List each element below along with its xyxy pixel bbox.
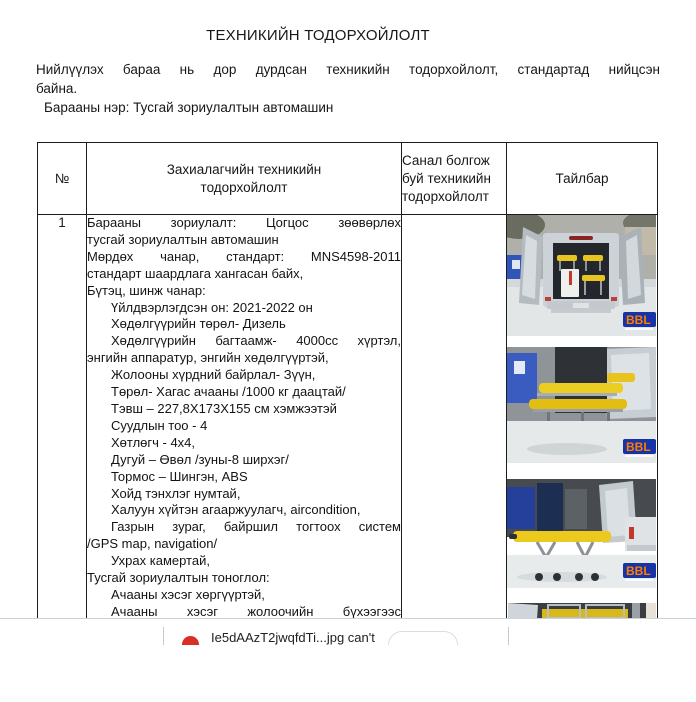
spec-line: Хөдөлгүүрийн төрөл- Дизель xyxy=(111,316,286,332)
spec-line: Тормос – Шингэн, ABS xyxy=(111,468,248,484)
col-header-num: № xyxy=(38,143,87,215)
photo-stretchers-closeup xyxy=(507,347,656,463)
photo-van-rear-doors-open xyxy=(507,215,656,336)
intro-line-1: Нийлүүлэх бараа нь дор дурдсан техникийн тодорхойлолт, стандартад нийцсэн xyxy=(36,62,660,77)
customer-spec-cell xyxy=(87,215,402,619)
spec-line: Ухрах камертай, xyxy=(111,553,210,569)
col-header-notes: Тайлбар xyxy=(507,143,658,215)
photo-cargo-interior-partial xyxy=(508,603,657,618)
spec-line: Тэвш – 227,8Х173Х155 см хэмжээтэй xyxy=(111,400,337,416)
spec-line: Хойд тэнхлэг нумтай, xyxy=(111,485,241,501)
spec-line: Төрөл- Хагас ачааны /1000 кг даацтай/ xyxy=(111,384,346,400)
spec-line: Дугуй – Өвөл /зуны-8 ширхэг/ xyxy=(111,451,289,467)
download-toast xyxy=(0,619,696,645)
col-header-offered-spec: Санал болгож буй техникийн тодорхойлолт xyxy=(402,143,507,215)
spec-line: Халуун хүйтэн агааржуулагч, aircondition, xyxy=(111,502,361,518)
spec-line: Бүтэц, шинж чанар: xyxy=(87,282,206,298)
col-header-customer-spec xyxy=(87,143,402,215)
svg-text:BBL: BBL xyxy=(626,313,651,327)
spec-line: Жолооны хүрдний байрлал- Зүүн, xyxy=(111,367,316,383)
spec-line: Тусгай зориулалтын тоноглол: xyxy=(87,570,270,586)
spec-line: Ачааны хэсэг жолоочийн бүхээгээс xyxy=(111,603,401,618)
spec-line: Үйлдвэрлэгдсэн он: 2021-2022 он xyxy=(111,299,313,315)
spec-line: Хөдөлгүүрийн багтаамж- 4000сс хүртэл, xyxy=(111,333,401,349)
toast-right-divider xyxy=(508,627,509,645)
spec-line: стандарт шаардлага хангасан байх, xyxy=(87,265,304,281)
intro-line-2: байна. xyxy=(36,81,78,96)
svg-text:BBL: BBL xyxy=(626,564,651,578)
page-title: ТЕХНИКИЙН ТОДОРХОЙЛОЛТ xyxy=(206,27,430,44)
spec-line: Барааны зориулалт: Цогцос зөөвөрлөх xyxy=(87,215,401,230)
spec-lines xyxy=(87,215,401,618)
col-header-customer-spec-line2: тодорхойлолт xyxy=(200,179,288,195)
download-error-icon xyxy=(182,636,199,645)
row-number-cell: 1 xyxy=(38,215,87,619)
svg-text:BBL: BBL xyxy=(626,440,651,454)
spec-line: Ачааны хэсэг хөргүүртэй, xyxy=(111,586,265,602)
photos-cell xyxy=(507,215,658,619)
photo-stretcher-extended xyxy=(507,479,656,588)
col-header-customer-spec-line1: Захиалагчийн техникийн xyxy=(166,161,322,177)
spec-line: тусгай зориулалтын автомашин xyxy=(87,231,279,247)
spec-line: Мөрдөх чанар, стандарт: MNS4598-2011 xyxy=(87,248,401,264)
spec-line: Газрын зураг, байршил тогтоох систем xyxy=(111,519,401,535)
spec-line: Суудлын тоо - 4 xyxy=(111,417,208,433)
download-action-button[interactable] xyxy=(388,631,458,645)
product-name-line: Барааны нэр: Тусгай зориулалтын автомашин xyxy=(44,100,334,115)
spec-table-clip xyxy=(37,142,658,618)
table-row xyxy=(38,215,658,619)
offered-spec-cell xyxy=(402,215,507,619)
toast-left-divider xyxy=(163,627,164,645)
spec-line: энгийн аппаратур, энгийн хөдөлгүүртэй, xyxy=(87,350,329,366)
spec-line: /GPS map, navigation/ xyxy=(87,536,218,552)
spec-table xyxy=(37,142,658,618)
spec-line: Хөтлөгч - 4х4, xyxy=(111,434,196,450)
download-error-message: Ie5dAAzT2jwqfdTi...jpg can't xyxy=(211,630,375,645)
